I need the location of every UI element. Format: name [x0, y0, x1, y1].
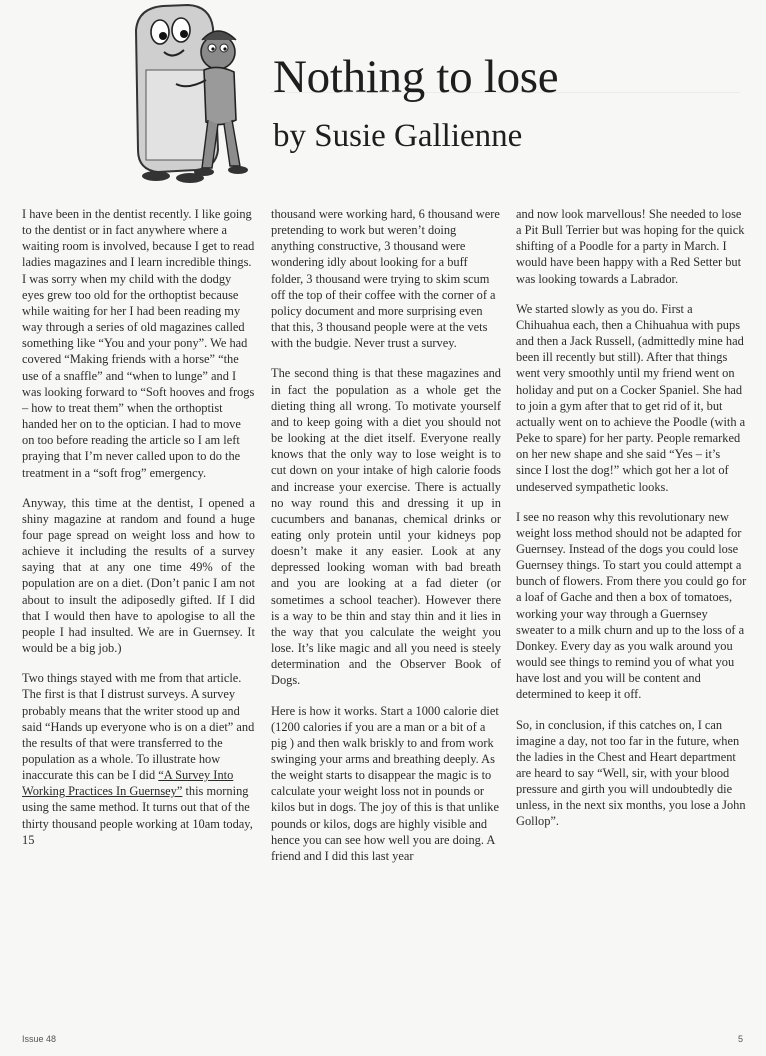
- paragraph: [22, 670, 255, 848]
- paragraph: I see no reason why this revolutionary new weight loss method should not be adapted for Guernsey. Instead of the dogs you could lose Guernsey things. To start you could attempt a bunch of flowers. From there you could go for a loaf of Gache and then a box of tomatoes, working your way through a Guernsey sweater to a milk churn and up to the loss of a Donkey. Every day as you walk around you would see things to remind you of what you have lost and you will be content and determined to keep it off.: [516, 509, 747, 702]
- paragraph: We started slowly as you do. First a Chihuahua each, then a Chihuahua with pups and then a Jack Russell, (admittedly mine had been ill recently but still). After that things went very smoothly until my friend went on holiday and put on a Cocker Spaniel. She had to join a gym after that to get rid of it, but actually went on to achieve the Poodle (with a Peke to spare) for her party. People remarked on her new shape and she said “Yes – it’s since I lost the dog!” which got her a lot of undeserved sympathetic looks.: [516, 301, 746, 494]
- text-column-2: [271, 206, 501, 878]
- page-number: 5: [738, 1034, 744, 1044]
- survey-title-underlined: “A Survey Into Working Practices In Guernsey”: [22, 768, 234, 799]
- paragraph: Anyway, this time at the dentist, I opened a shiny magazine at random and found a huge four page spread on weight loss and how to achieve it including the results of a survey saying that at any one time 49% of the population are on a diet. (Don’t panic I am not about to insult the adiposedly gifted. If I did that I would then have to apologise to all the people I had insulted. We are in Guernsey. It would be a big job.): [22, 495, 255, 656]
- paragraph-text: Two things stayed with me from that article. The first is that I distrust surveys. A survey probably means that the writer stood up and said “Hands up everyone who is on a diet” and the results of that were transferred to the population as a whole. To illustrate how inaccurate this can be I did: [22, 671, 255, 783]
- cartoon-illustration: [118, 0, 268, 190]
- paragraph-text: this morning using the same method. It turns out that of the thirty thousand people working at 10am today, 15: [22, 784, 253, 847]
- article-byline: by Susie Gallienne: [273, 118, 523, 154]
- paragraph: and now look marvellous! She needed to lose a Pit Bull Terrier but was hoping for the quick shifting of a Poodle for a party in March. I would have been happy with a Red Setter but was looking towards a Labrador.: [516, 207, 745, 286]
- issue-number: Issue 48: [22, 1034, 57, 1044]
- paragraph: So, in conclusion, if this catches on, I can imagine a day, not too far in the future, when the ladies in the Chest and Heart department are heard to say “Well, sir, with your blood pressure and girth you will undoubtedly die unless, in the next six months, you lose a John Gollop”.: [516, 717, 746, 829]
- paragraph: The second thing is that these magazines and in fact the population as a whole get the dieting thing all wrong. To motivate yourself and to keep going with a diet you should not be looking at the diet itself. Everyone really knows that the only way to lose weight is to cut down on your intake of high calorie foods and increase your exercise. There is actually no way round this and dressing it up in cucumbers and bananas, chemical drinks or eating only protein until your kidneys pop doesn’t make it any easier. Look at any depressed looking woman with bad breath and you are looking at a fad dieter (or sometimes a school teacher). However there is a way to be thin and stay thin and it lies in the way that you calculate the weight you lose. It’s like magic and all you need is steely determination and the Observer Book of Dogs.: [271, 366, 501, 688]
- text-column-3: [516, 206, 748, 844]
- text-column-1: [22, 206, 255, 862]
- paragraph: I have been in the dentist recently. I like going to the dentist or in fact anywhere where a waiting room is involved, because I get to read ladies magazines and I learn incredible things. I was sorry when my child with the dodgy eyes grew too old for the orthoptist because while waiting for her I had been reading my way through a series of old magazines called something like “You and your pony”. We had covered “Making friends with a horse” “the use of a snaffle” and “when to lunge” and I was looking forward to “Soft hooves and frogs – how to treat them” when the orthoptist handed her on to the optician. I had to move on too before reading the article so I am left praying that I’m never called upon to do the treatment in a “soft frog” emergency.: [22, 207, 255, 480]
- paragraph: Here is how it works. Start a 1000 calorie diet (1200 calories if you are a man or a bit of a pig ) and then walk briskly to and from work swinging your arms and breathing deeply. As the weight starts to disappear the magic is to calculate your weight loss not in pounds or kilos but in dogs. The joy of this is that unlike pounds or kilos, dogs are highly visible and hence you can see how well you are doing. A friend and I did this last year: [271, 703, 499, 863]
- article-title: Nothing to lose: [273, 51, 559, 103]
- paragraph: thousand were working hard, 6 thousand were pretending to work but weren’t doing anything constructive, 3 thousand were wondering idly about looking for a buff folder, 3 thousand were trying to skim scum off the top of their coffee with the corner of a policy document and more surprising even that this, 3 thousand people were at the vets with the budgie. Never trust a survey.: [271, 207, 500, 351]
